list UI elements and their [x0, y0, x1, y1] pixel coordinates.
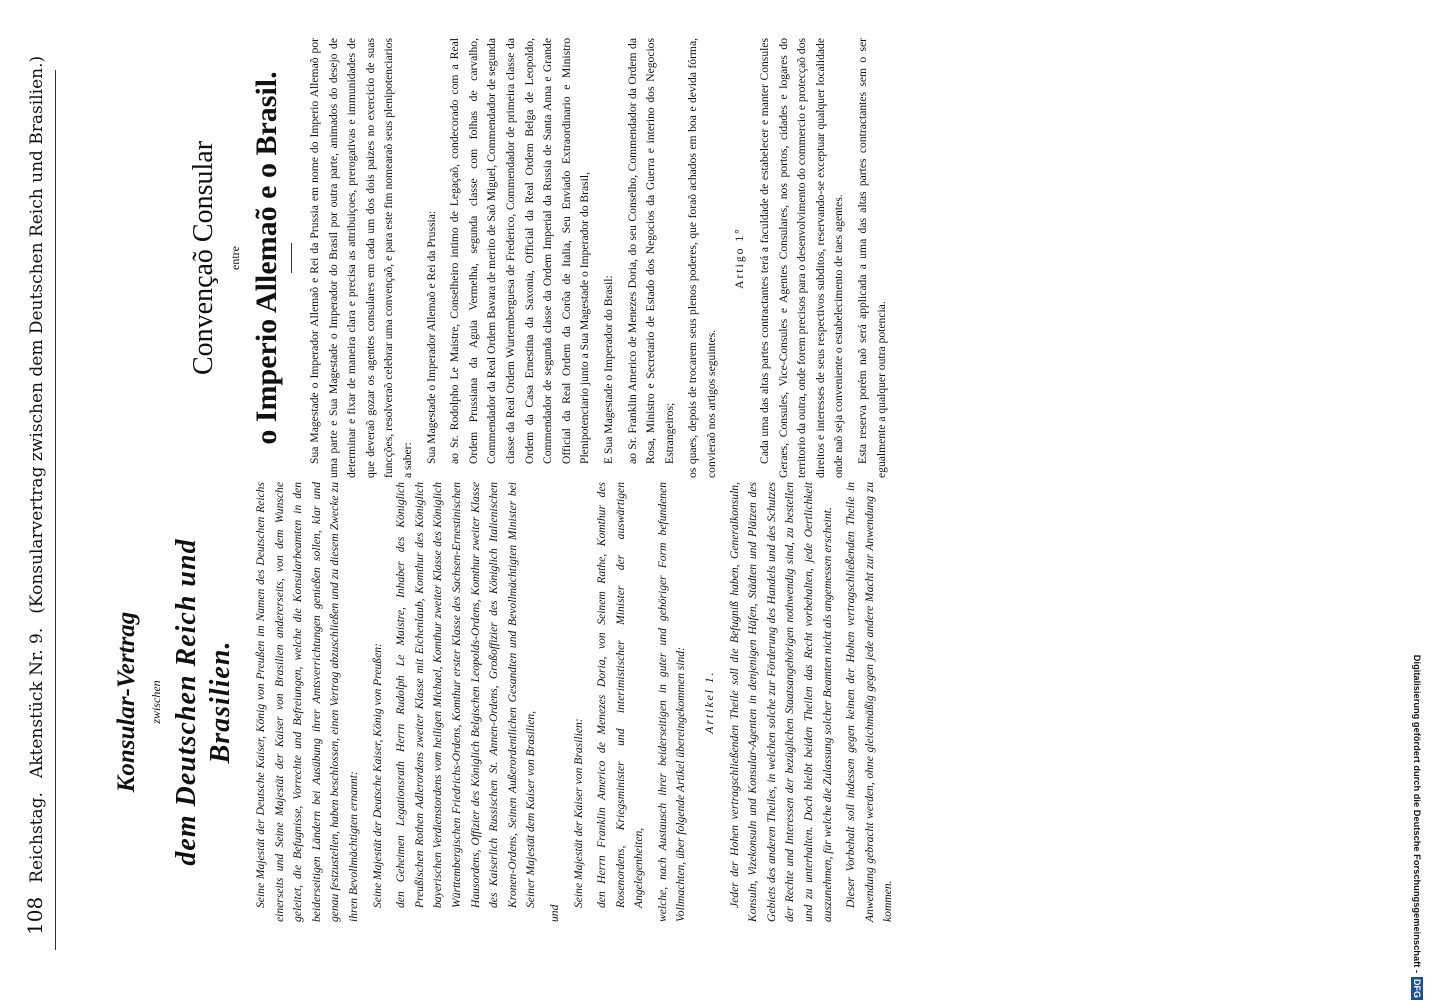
- german-article-title: Artikel 1.: [703, 670, 717, 734]
- portuguese-preamble: Sua Magestade o Imperador Allemaõ e Rei da Prussia em nome do Imperio Allemaõ por uma parte e Sua Magestade o Imperador do Brasil por outra parte, animados do desejo de determinar e fixar de maneira clara e precisa as attribuiçoes, prerogativas e immunidades de que deveraõ gozar os agentes consulares em cada um dos dois paizes no exercicio de suas funcções, resolveraõ celebrar uma convençaõ, e para este fim nomearaõ seus plenipotenciarios a saber:: [308, 38, 414, 478]
- german-column: [92, 482, 912, 922]
- portuguese-plenipotentiary-1-intro: Sua Magestade o Imperador Allemaõ e Rei da Prussia:: [424, 210, 438, 464]
- portuguese-plenipotentiary-1: ao Sr. Rodolpho Le Maistre, Conselheiro intimo de Legaçaõ, condecorado com a Real Ordem Prussiana da Aguia Vermelha, segunda classe com folhas de carvalho, Commendador da Real Ordem Bavara de merito de Saõ Miguel, Commendador de segunda classe da Real Ordem Wurtemberguesa de Frederico, Commendador de primeira classe da Ordem da Casa Ernestina da Saxonia, Official da Real Ordem Belga de Leopoldo, Commendador de segunda classe da Ordem Imperial da Russia de Santa Anna e Grande Official da Real Ordem da Corôa de Italia, Seu Enviado Extraordinario e Ministro Plenipotenciario junto a Sua Magestade o Imperador do Brasil,: [448, 38, 592, 464]
- digitization-text: Digitalisierung gefördert durch die Deutsche Forschungsgemeinschaft -: [1412, 654, 1422, 973]
- german-plenipotentiary-2-intro: Seine Majestät der Kaiser von Brasilien:: [571, 718, 585, 908]
- running-head: [23, 55, 47, 935]
- digitization-note: [1408, 640, 1426, 1000]
- portuguese-article-title: Artigo 1°: [733, 227, 747, 289]
- german-plenipotentiary-1-intro: Seine Majestät der Deutsche Kaiser, König von Preußen:: [370, 643, 384, 908]
- german-preamble: Seine Majestät der Deutsche Kaiser, König von Preußen im Namen des Deutschen Reichs einerseits und Seine Majestät der Kaiser von Brasilien andererseits, von dem Wunsche geleitet, die Befugnisse, Vorrechte und Befreiungen, welche die Konsularbeamten in den beiderseitigen Ländern bei Ausübung ihrer Amtsverrichtungen genießen sollen, klar und genau festzustellen, haben beschlossen, einen Vertrag abzuschließen und zu diesem Zwecke zu ihren Bevollmächtigten ernannt:: [254, 482, 360, 922]
- portuguese-subtitle: o Imperio Allemaõ e o Brasil.: [250, 71, 283, 445]
- title-rule: [291, 243, 292, 273]
- portuguese-plenipotentiary-2: ao Sr. Franklin Americo de Menezes Doria, do seu Conselho, Commendador da Ordem da Rosa, Ministro e Secretario de Estado dos Negocios da Guerra e interino dos Negocios Estrangeiros;: [625, 38, 676, 464]
- portuguese-entre: entre: [228, 246, 242, 270]
- portuguese-closing: os quaes, depois de trocarem seus plenos poderes, que foraõ achados em boa e devida fórma, convieraõ nos artigos seguintes.: [686, 38, 718, 478]
- german-subtitle: dem Deutschen Reich und Brasilien.: [171, 538, 236, 866]
- german-plenipotentiary-2-wrap: [593, 482, 649, 922]
- portuguese-plenipotentiary-1-wrap: [446, 38, 595, 478]
- german-und: und: [547, 904, 561, 922]
- portuguese-title: Convençaõ Consular: [188, 140, 219, 376]
- german-zwischen: zwischen: [149, 680, 163, 724]
- german-plenipotentiary-1-wrap: [392, 482, 541, 922]
- running-head-left: Reichstag.: [27, 792, 47, 883]
- german-article-paragraph-1: Jeder der Hohen vertragschließenden Theile soll die Befugniß haben, Generalkonsuln, Konsuln, Vizekonsuln und Konsular-Agenten in denjenigen Häfen, Städten und Plätzen des Gebiets des anderen Theiles, in welchen solche zur Förderung des Handels und des Schutzes der Rechte und Interessen der bezüglichen Staatsangehörigen nothwendig sind, zu bestellen und zu unterhalten. Doch bleibt beiden Theilen das Recht vorbehalten, jede Oertlichkeit auszunehmen, für welche die Zulassung solcher Beamten nicht als angemessen erscheint.: [727, 482, 834, 922]
- document-number: Aktenstück Nr. 9.: [27, 627, 47, 779]
- portuguese-plenipotentiary-2-intro: E Sua Magestade o Imperador do Brasil:: [601, 275, 615, 464]
- german-closing: welche, nach Austausch ihrer beiderseitigen in guter und gehöriger Form befundenen Vollmachten, über folgende Artikel übereingekommen sind:: [655, 482, 688, 922]
- running-head-title: (Konsularvertrag zwischen dem Deutschen Reich und Brasilien.): [27, 55, 47, 614]
- header-rule: [55, 70, 56, 950]
- portuguese-column: [165, 38, 1280, 478]
- german-plenipotentiary-1: den Geheimen Legationsrath Herrn Rudolph Le Maistre, Inhaber des Königlich Preußischen Rothen Adlerordens zweiter Klasse mit Eichenlaub, Komthur des Königlich bayerischen Verdienstordens vom heiligen Michael, Komthur zweiter Klasse des Königlich Württembergischen Friedrichs-Ordens, Komthur erster Klasse des Sachsen-Ernestinischen Hausordens, Offizier des Königlich Belgischen Leopolds-Ordens, Komthur zweiter Klasse des Kaiserlich Russischen St. Annen-Ordens, Großoffizier des Königlich Italienischen Kronen-Ordens, Seinen Außerordentlichen Gesandten und Bevollmächtigten Minister bei Seiner Majestät dem Kaiser von Brasilien,: [394, 482, 538, 908]
- portuguese-plenipotentiary-2-wrap: [624, 38, 680, 478]
- dfg-logo: DFG: [1412, 979, 1422, 998]
- german-plenipotentiary-2: den Herrn Franklin Americo de Menezes Doria, von Seinem Rathe, Komthur des Rosenordens, Kriegsminister und interimistischer Minister der auswärtigen Angelegenheiten,: [595, 482, 646, 908]
- portuguese-article-paragraph-2: Esta reserva porém naõ será applicada a uma das altas partes contractantes sem o ser egualmente a qualquer outra potencia.: [856, 38, 888, 478]
- german-title: Konsular-Vertrag: [113, 611, 140, 793]
- portuguese-article-paragraph-1: Cada uma das altas partes contractantes terá a faculdade de estabelecer e manter Consules Geraes, Consules, Vice-Consules e Agentes Consulares, nos portos, cidades e logares do territorio da outra, onde forem precisos para o desenvolvimento do commercio e protecçaõ dos direitos e interesses de seus respectivos subditos, reservando-se exceptuar qualquer localidade onde naõ seja conveniente o estabelecimento de taes agentes.: [758, 38, 846, 478]
- page-number: 108: [23, 896, 47, 935]
- german-article-paragraph-2: Dieser Vorbehalt soll indessen gegen keinen der Hohen vertragschließenden Theile in Anwendung gebracht werden, ohne gleichmäßig gegen jede andere Macht zur Anwendung zu kommen.: [844, 482, 895, 922]
